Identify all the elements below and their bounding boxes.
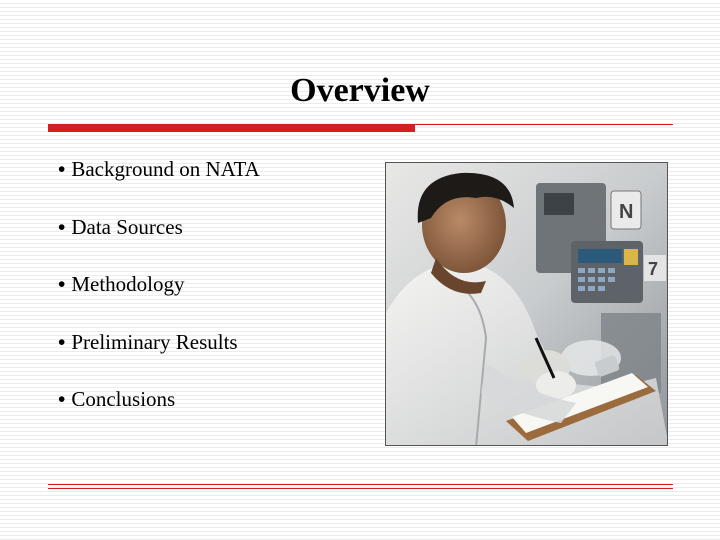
bullet-text: Preliminary Results [71,329,238,354]
lab-scientist-photo [385,162,668,446]
bullet-marker: • [58,387,66,411]
bullet-list [58,154,378,442]
bullet-marker: • [58,272,66,296]
title-underline-thick [48,124,415,132]
bullet-item [58,154,378,212]
footer-rule-bottom [48,488,673,489]
slide-title [0,72,720,110]
bullet-item [58,269,378,327]
equipment-badge-letter: N [619,201,634,223]
bullet-item [58,212,378,270]
title-underline-thin [415,124,673,125]
photo-illustration [386,163,668,446]
panel-digit: 7 [648,259,659,279]
bullet-item [58,384,378,442]
bullet-item [58,327,378,385]
bullet-text: Methodology [71,272,185,296]
slide-title-text: Overview [290,72,430,109]
bullet-marker: • [58,157,66,181]
bullet-marker: • [58,329,66,354]
bullet-text: Background on NATA [71,157,260,181]
footer-rule-top [48,484,673,485]
bullet-marker: • [58,214,66,239]
bullet-text: Conclusions [71,387,176,411]
bullet-text: Data Sources [71,214,183,239]
